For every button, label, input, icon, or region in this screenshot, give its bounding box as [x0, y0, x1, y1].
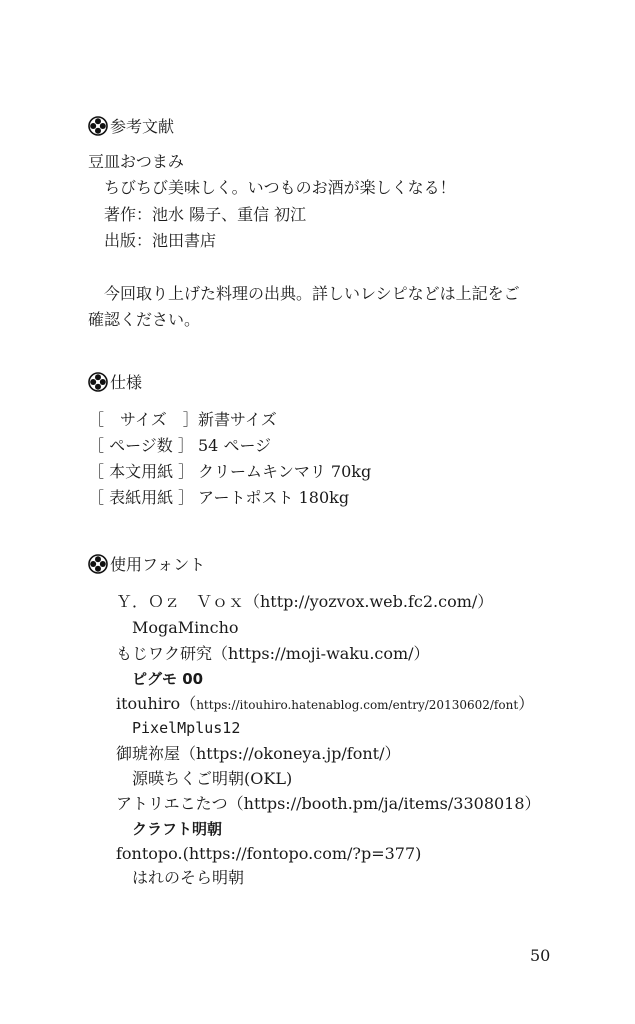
references-heading-text: 参考文献 [110, 117, 175, 136]
spec-row [88, 410, 277, 430]
spec-row [88, 436, 271, 456]
itouhiro-url: https://itouhiro.hatenablog.com/entry/20130602/font [196, 698, 519, 712]
font-name-mogamincho: MogaMincho [132, 618, 239, 637]
font-name-genshi: 源暎ちくご明朝(OKL) [132, 769, 293, 788]
spec-label: ［ ページ数 ］ [88, 436, 194, 455]
font-name-pixelmplus: PixelMplus12 [132, 719, 241, 737]
reference-note-line2: 確認ください。 [88, 310, 201, 329]
spec-value: クリームキンマリ 70kg [198, 462, 372, 481]
font-credit-itouhiro [116, 694, 534, 715]
spec-label: ［ サイズ ］ [88, 410, 199, 429]
font-credit-atorie: アトリエこたつ（https://booth.pm/ja/items/3308018） [116, 794, 541, 813]
font-credit-mojiwaku: もじワク研究（https://moji-waku.com/） [116, 644, 430, 663]
font-credit-yozvox: Ｙ．Ｏｚ Ｖｏｘ（http://yozvox.web.fc2.com/） [116, 592, 494, 611]
specs-heading-text: 仕様 [110, 373, 143, 392]
font-name-craft: クラフト明朝 [132, 820, 223, 838]
spec-value: 新書サイズ [198, 410, 277, 429]
flower-icon [88, 116, 108, 136]
itouhiro-name: itouhiro（ [116, 694, 197, 713]
spec-row [88, 488, 349, 508]
spec-label: ［ 本文用紙 ］ [88, 462, 195, 481]
flower-icon [88, 372, 108, 392]
spec-label: ［ 表紙用紙 ］ [88, 488, 195, 507]
flower-icon [88, 554, 108, 574]
book-author: 著作：池水 陽子、重信 初江 [104, 205, 307, 224]
fonts-heading [88, 552, 205, 575]
fonts-heading-text: 使用フォント [110, 555, 206, 574]
reference-note-line1: 今回取り上げた料理の出典。詳しいレシピなどは上記をご [104, 284, 520, 303]
font-credit-fontopo: fontopo.(https://fontopo.com/?p=377) [116, 844, 422, 863]
spec-value: 54 ページ [198, 436, 272, 455]
font-name-harenosora: はれのそら明朝 [132, 868, 245, 887]
specs-heading [88, 370, 142, 393]
font-name-pigumo: ピグモ 00 [132, 670, 204, 688]
book-publisher: 出版：池田書店 [104, 231, 217, 250]
book-title: 豆皿おつまみ [88, 152, 184, 171]
book-subtitle: ちびちび美味しく。いつものお酒が楽しくなる！ [104, 178, 456, 197]
spec-value: アートポスト 180kg [198, 488, 350, 507]
references-heading [88, 114, 174, 137]
itouhiro-close: ） [518, 694, 535, 713]
page-number: 50 [530, 946, 551, 965]
font-credit-okoneya: 御琥祢屋（https://okoneya.jp/font/） [116, 744, 401, 763]
spec-row [88, 462, 371, 482]
